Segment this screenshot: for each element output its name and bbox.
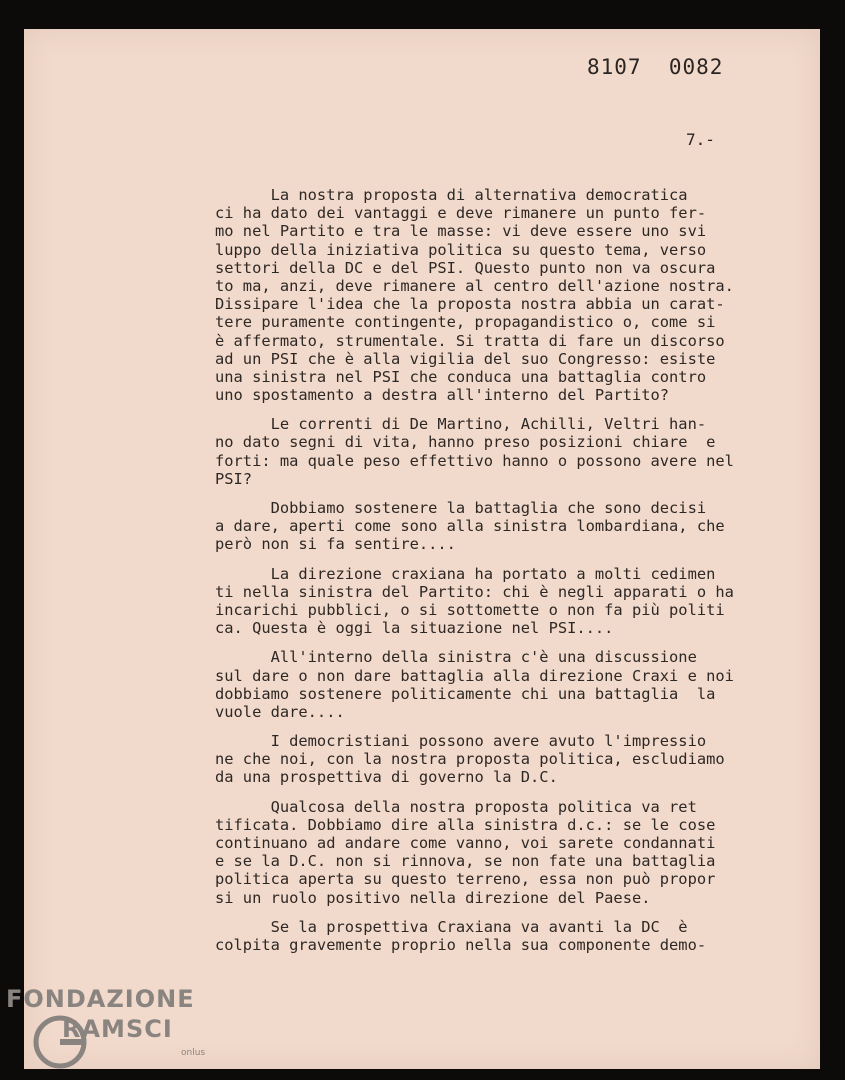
text-line: All'interno della sinistra c'è una discussione [215, 648, 697, 667]
text-line: è affermato, strumentale. Si tratta di fare un discorso [215, 331, 725, 350]
text-line: Dissipare l'idea che la proposta nostra abbia un carat- [215, 295, 725, 314]
text-line: luppo della iniziativa politica su questo tema, verso [215, 240, 707, 259]
text-line: I democristiani possono avere avuto l'impressio [215, 732, 707, 751]
text-line: colpita gravemente proprio nella sua componente demo- [215, 935, 707, 954]
paragraph [215, 732, 775, 787]
document-body [215, 186, 775, 965]
text-line: Le correnti di De Martino, Achilli, Veltri han- [215, 415, 707, 434]
paragraph [215, 798, 775, 907]
paragraph [215, 648, 775, 721]
watermark-line-1: FONDAZIONE [6, 985, 195, 1013]
text-line: da una prospettiva di governo la D.C. [215, 768, 558, 787]
watermark-line-3: onlus [181, 1048, 206, 1058]
text-line: Dobbiamo sostenere la battaglia che sono decisi [215, 499, 707, 517]
text-line: settori della DC e del PSI. Questo punto non va oscura [215, 258, 716, 277]
text-line: tificata. Dobbiamo dire alla sinistra d.c.: se le cose [215, 815, 716, 834]
text-line: Qualcosa della nostra proposta politica va ret [215, 797, 697, 816]
paragraph [215, 186, 775, 404]
text-line: si un ruolo positivo nella direzione del Paese. [215, 888, 651, 907]
text-line: tere puramente contingente, propagandistico o, come si [215, 313, 716, 332]
text-line: politica aperta su questo terreno, essa non può propor [215, 870, 716, 889]
paragraph [215, 918, 775, 954]
text-line: La direzione craxiana ha portato a molti cedimen [215, 564, 716, 583]
text-line: to ma, anzi, deve rimanere al centro dell'azione nostra. [215, 276, 734, 295]
paragraph [215, 565, 775, 638]
text-line: ca. Questa è oggi la situazione nel PSI.... [215, 619, 614, 638]
text-line: vuole dare.... [215, 702, 345, 721]
text-line: però non si fa sentire.... [215, 535, 456, 554]
paragraph [215, 499, 775, 554]
text-line: ti nella sinistra del Partito: chi è negli apparati o ha [215, 582, 734, 601]
text-line: a dare, aperti come sono alla sinistra lombardiana, che [215, 517, 725, 536]
text-line: sul dare o non dare battaglia alla direzione Craxi e noi [215, 666, 734, 685]
text-line: no dato segni di vita, hanno preso posizioni chiare e [215, 433, 716, 452]
text-line: uno spostamento a destra all'interno del Partito? [215, 386, 670, 405]
text-line: La nostra proposta di alternativa democratica [215, 186, 688, 204]
text-line: e se la D.C. non si rinnova, se non fate una battaglia [215, 852, 716, 871]
text-line: una sinistra nel PSI che conduca una battaglia contro [215, 367, 707, 386]
watermark [6, 985, 206, 1058]
archive-reference-code: 8107 0082 [587, 55, 724, 79]
paragraph [215, 415, 775, 488]
text-line: ci ha dato dei vantaggi e deve rimanere un punto fer- [215, 204, 707, 223]
watermark-line-2: RAMSCI [62, 1015, 173, 1043]
text-line: PSI? [215, 469, 253, 488]
text-line: dobbiamo sostenere politicamente chi una battaglia la [215, 684, 716, 703]
text-line: ne che noi, con la nostra proposta politica, escludiamo [215, 750, 725, 769]
text-line: ad un PSI che è alla vigilia del suo Congresso: esiste [215, 349, 716, 368]
text-line: mo nel Partito e tra le masse: vi deve essere uno svi [215, 222, 707, 241]
text-line: continuano ad andare come vanno, voi sarete condannati [215, 834, 716, 852]
text-line: Se la prospettiva Craxiana va avanti la DC è [215, 917, 688, 936]
page-number: 7.- [686, 130, 715, 149]
text-line: forti: ma quale peso effettivo hanno o possono avere nel [215, 451, 734, 470]
text-line: incarichi pubblici, o si sottomette o non fa più politi [215, 600, 725, 619]
